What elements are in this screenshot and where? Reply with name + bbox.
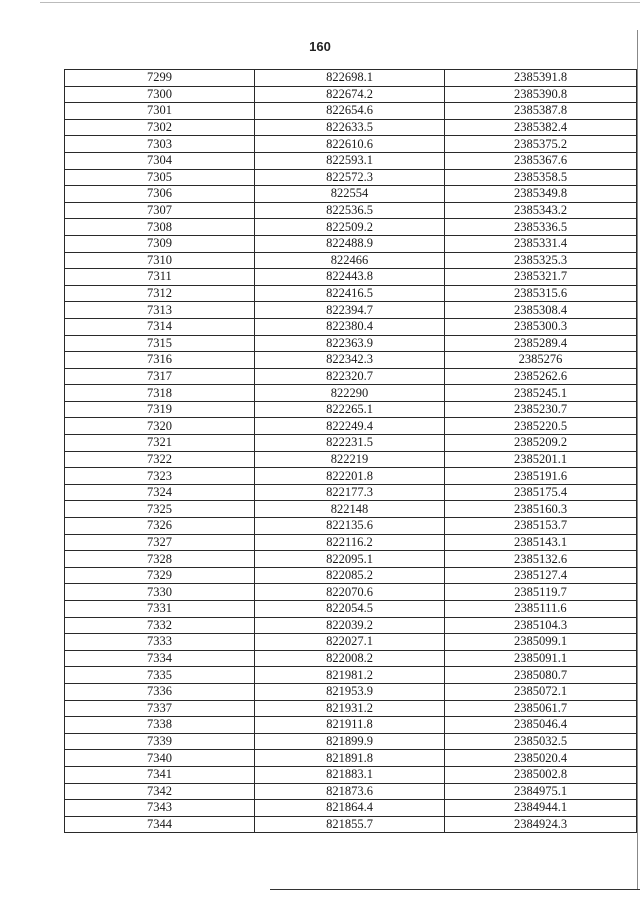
table-row [65, 169, 637, 186]
point-number-cell: 7318 [65, 385, 255, 402]
table-row [65, 186, 637, 203]
point-number-cell: 7337 [65, 700, 255, 717]
y-coordinate-cell: 2385289.4 [445, 335, 637, 352]
point-number-cell: 7311 [65, 269, 255, 286]
point-number-cell: 7323 [65, 468, 255, 485]
x-coordinate-cell: 822320.7 [255, 368, 445, 385]
y-coordinate-cell: 2385321.7 [445, 269, 637, 286]
x-coordinate-cell: 822265.1 [255, 401, 445, 418]
x-coordinate-cell: 822148 [255, 501, 445, 518]
y-coordinate-cell: 2385391.8 [445, 70, 637, 87]
x-coordinate-cell: 822363.9 [255, 335, 445, 352]
point-number-cell: 7322 [65, 451, 255, 468]
y-coordinate-cell: 2385220.5 [445, 418, 637, 435]
point-number-cell: 7332 [65, 617, 255, 634]
point-number-cell: 7310 [65, 252, 255, 269]
point-number-cell: 7305 [65, 169, 255, 186]
y-coordinate-cell: 2385091.1 [445, 650, 637, 667]
point-number-cell: 7324 [65, 484, 255, 501]
x-coordinate-cell: 822039.2 [255, 617, 445, 634]
x-coordinate-cell: 822085.2 [255, 567, 445, 584]
table-row [65, 501, 637, 518]
point-number-cell: 7303 [65, 136, 255, 153]
table-row [65, 717, 637, 734]
x-coordinate-cell: 822443.8 [255, 269, 445, 286]
y-coordinate-cell: 2385358.5 [445, 169, 637, 186]
y-coordinate-cell: 2385099.1 [445, 634, 637, 651]
point-number-cell: 7312 [65, 285, 255, 302]
table-row [65, 435, 637, 452]
y-coordinate-cell: 2385191.6 [445, 468, 637, 485]
x-coordinate-cell: 822231.5 [255, 435, 445, 452]
y-coordinate-cell: 2385104.3 [445, 617, 637, 634]
point-number-cell: 7339 [65, 733, 255, 750]
x-coordinate-cell: 822290 [255, 385, 445, 402]
point-number-cell: 7321 [65, 435, 255, 452]
point-number-cell: 7320 [65, 418, 255, 435]
table-row [65, 800, 637, 817]
x-coordinate-cell: 822536.5 [255, 202, 445, 219]
table-row [65, 551, 637, 568]
table-row [65, 86, 637, 103]
x-coordinate-cell: 821911.8 [255, 717, 445, 734]
point-number-cell: 7299 [65, 70, 255, 87]
y-coordinate-cell: 2385020.4 [445, 750, 637, 767]
table-row [65, 617, 637, 634]
point-number-cell: 7344 [65, 816, 255, 833]
x-coordinate-cell: 822116.2 [255, 534, 445, 551]
x-coordinate-cell: 821981.2 [255, 667, 445, 684]
point-number-cell: 7329 [65, 567, 255, 584]
point-number-cell: 7319 [65, 401, 255, 418]
point-number-cell: 7330 [65, 584, 255, 601]
point-number-cell: 7326 [65, 518, 255, 535]
point-number-cell: 7327 [65, 534, 255, 551]
y-coordinate-cell: 2385382.4 [445, 119, 637, 136]
point-number-cell: 7334 [65, 650, 255, 667]
point-number-cell: 7307 [65, 202, 255, 219]
point-number-cell: 7331 [65, 601, 255, 618]
y-coordinate-cell: 2385132.6 [445, 551, 637, 568]
table-row [65, 783, 637, 800]
top-edge-line [40, 2, 640, 3]
table-row [65, 750, 637, 767]
y-coordinate-cell: 2385336.5 [445, 219, 637, 236]
y-coordinate-cell: 2385127.4 [445, 567, 637, 584]
table-row [65, 302, 637, 319]
x-coordinate-cell: 822380.4 [255, 318, 445, 335]
y-coordinate-cell: 2385080.7 [445, 667, 637, 684]
x-coordinate-cell: 821864.4 [255, 800, 445, 817]
x-coordinate-cell: 822593.1 [255, 152, 445, 169]
table-row [65, 733, 637, 750]
point-number-cell: 7302 [65, 119, 255, 136]
page-number: 160 [309, 39, 331, 54]
point-number-cell: 7317 [65, 368, 255, 385]
table-row [65, 766, 637, 783]
table-row [65, 401, 637, 418]
table-row [65, 468, 637, 485]
x-coordinate-cell: 821899.9 [255, 733, 445, 750]
table-row [65, 584, 637, 601]
coordinates-table [64, 69, 637, 833]
table-row [65, 70, 637, 87]
y-coordinate-cell: 2385390.8 [445, 86, 637, 103]
table-row [65, 700, 637, 717]
y-coordinate-cell: 2385262.6 [445, 368, 637, 385]
table-row [65, 285, 637, 302]
x-coordinate-cell: 822416.5 [255, 285, 445, 302]
point-number-cell: 7341 [65, 766, 255, 783]
y-coordinate-cell: 2384944.1 [445, 800, 637, 817]
table-row [65, 601, 637, 618]
x-coordinate-cell: 822509.2 [255, 219, 445, 236]
point-number-cell: 7336 [65, 683, 255, 700]
table-row [65, 252, 637, 269]
table-row [65, 152, 637, 169]
x-coordinate-cell: 822201.8 [255, 468, 445, 485]
y-coordinate-cell: 2385375.2 [445, 136, 637, 153]
x-coordinate-cell: 821931.2 [255, 700, 445, 717]
y-coordinate-cell: 2385308.4 [445, 302, 637, 319]
x-coordinate-cell: 822342.3 [255, 352, 445, 369]
y-coordinate-cell: 2385143.1 [445, 534, 637, 551]
y-coordinate-cell: 2385209.2 [445, 435, 637, 452]
table-row [65, 534, 637, 551]
y-coordinate-cell: 2385315.6 [445, 285, 637, 302]
table-row [65, 219, 637, 236]
y-coordinate-cell: 2385300.3 [445, 318, 637, 335]
y-coordinate-cell: 2385276 [445, 352, 637, 369]
point-number-cell: 7300 [65, 86, 255, 103]
point-number-cell: 7328 [65, 551, 255, 568]
y-coordinate-cell: 2385175.4 [445, 484, 637, 501]
y-coordinate-cell: 2385201.1 [445, 451, 637, 468]
table-row [65, 518, 637, 535]
table-row [65, 418, 637, 435]
x-coordinate-cell: 822070.6 [255, 584, 445, 601]
table-row [65, 136, 637, 153]
x-coordinate-cell: 822249.4 [255, 418, 445, 435]
point-number-cell: 7335 [65, 667, 255, 684]
y-coordinate-cell: 2385367.6 [445, 152, 637, 169]
y-coordinate-cell: 2385230.7 [445, 401, 637, 418]
table-row [65, 235, 637, 252]
y-coordinate-cell: 2385245.1 [445, 385, 637, 402]
table-row [65, 318, 637, 335]
x-coordinate-cell: 822095.1 [255, 551, 445, 568]
x-coordinate-cell: 822554 [255, 186, 445, 203]
table-row [65, 103, 637, 120]
y-coordinate-cell: 2385325.3 [445, 252, 637, 269]
table-row [65, 634, 637, 651]
x-coordinate-cell: 821855.7 [255, 816, 445, 833]
table-row [65, 683, 637, 700]
y-coordinate-cell: 2385111.6 [445, 601, 637, 618]
x-coordinate-cell: 822654.6 [255, 103, 445, 120]
table-row [65, 202, 637, 219]
y-coordinate-cell: 2385153.7 [445, 518, 637, 535]
table-row [65, 816, 637, 833]
table-row [65, 667, 637, 684]
x-coordinate-cell: 822674.2 [255, 86, 445, 103]
x-coordinate-cell: 822488.9 [255, 235, 445, 252]
x-coordinate-cell: 821891.8 [255, 750, 445, 767]
point-number-cell: 7338 [65, 717, 255, 734]
table-row [65, 567, 637, 584]
point-number-cell: 7315 [65, 335, 255, 352]
x-coordinate-cell: 822698.1 [255, 70, 445, 87]
point-number-cell: 7340 [65, 750, 255, 767]
x-coordinate-cell: 822610.6 [255, 136, 445, 153]
coordinates-table-body [65, 70, 637, 833]
point-number-cell: 7301 [65, 103, 255, 120]
y-coordinate-cell: 2385160.3 [445, 501, 637, 518]
x-coordinate-cell: 822219 [255, 451, 445, 468]
table-row [65, 650, 637, 667]
y-coordinate-cell: 2385331.4 [445, 235, 637, 252]
x-coordinate-cell: 822572.3 [255, 169, 445, 186]
table-row [65, 385, 637, 402]
x-coordinate-cell: 822177.3 [255, 484, 445, 501]
table-row [65, 119, 637, 136]
y-coordinate-cell: 2385046.4 [445, 717, 637, 734]
right-edge-line [637, 30, 638, 890]
y-coordinate-cell: 2384975.1 [445, 783, 637, 800]
y-coordinate-cell: 2385002.8 [445, 766, 637, 783]
point-number-cell: 7304 [65, 152, 255, 169]
x-coordinate-cell: 822054.5 [255, 601, 445, 618]
point-number-cell: 7308 [65, 219, 255, 236]
point-number-cell: 7309 [65, 235, 255, 252]
x-coordinate-cell: 822135.6 [255, 518, 445, 535]
point-number-cell: 7316 [65, 352, 255, 369]
table-row [65, 451, 637, 468]
point-number-cell: 7333 [65, 634, 255, 651]
y-coordinate-cell: 2385032.5 [445, 733, 637, 750]
point-number-cell: 7325 [65, 501, 255, 518]
table-row [65, 368, 637, 385]
y-coordinate-cell: 2385061.7 [445, 700, 637, 717]
y-coordinate-cell: 2385343.2 [445, 202, 637, 219]
y-coordinate-cell: 2385072.1 [445, 683, 637, 700]
table-row [65, 484, 637, 501]
x-coordinate-cell: 822466 [255, 252, 445, 269]
table-row [65, 269, 637, 286]
y-coordinate-cell: 2384924.3 [445, 816, 637, 833]
x-coordinate-cell: 822027.1 [255, 634, 445, 651]
bottom-rule [270, 889, 640, 890]
x-coordinate-cell: 821873.6 [255, 783, 445, 800]
x-coordinate-cell: 822008.2 [255, 650, 445, 667]
x-coordinate-cell: 822394.7 [255, 302, 445, 319]
x-coordinate-cell: 822633.5 [255, 119, 445, 136]
point-number-cell: 7306 [65, 186, 255, 203]
point-number-cell: 7342 [65, 783, 255, 800]
y-coordinate-cell: 2385387.8 [445, 103, 637, 120]
x-coordinate-cell: 821883.1 [255, 766, 445, 783]
y-coordinate-cell: 2385119.7 [445, 584, 637, 601]
table-row [65, 335, 637, 352]
y-coordinate-cell: 2385349.8 [445, 186, 637, 203]
point-number-cell: 7343 [65, 800, 255, 817]
x-coordinate-cell: 821953.9 [255, 683, 445, 700]
point-number-cell: 7314 [65, 318, 255, 335]
point-number-cell: 7313 [65, 302, 255, 319]
table-row [65, 352, 637, 369]
